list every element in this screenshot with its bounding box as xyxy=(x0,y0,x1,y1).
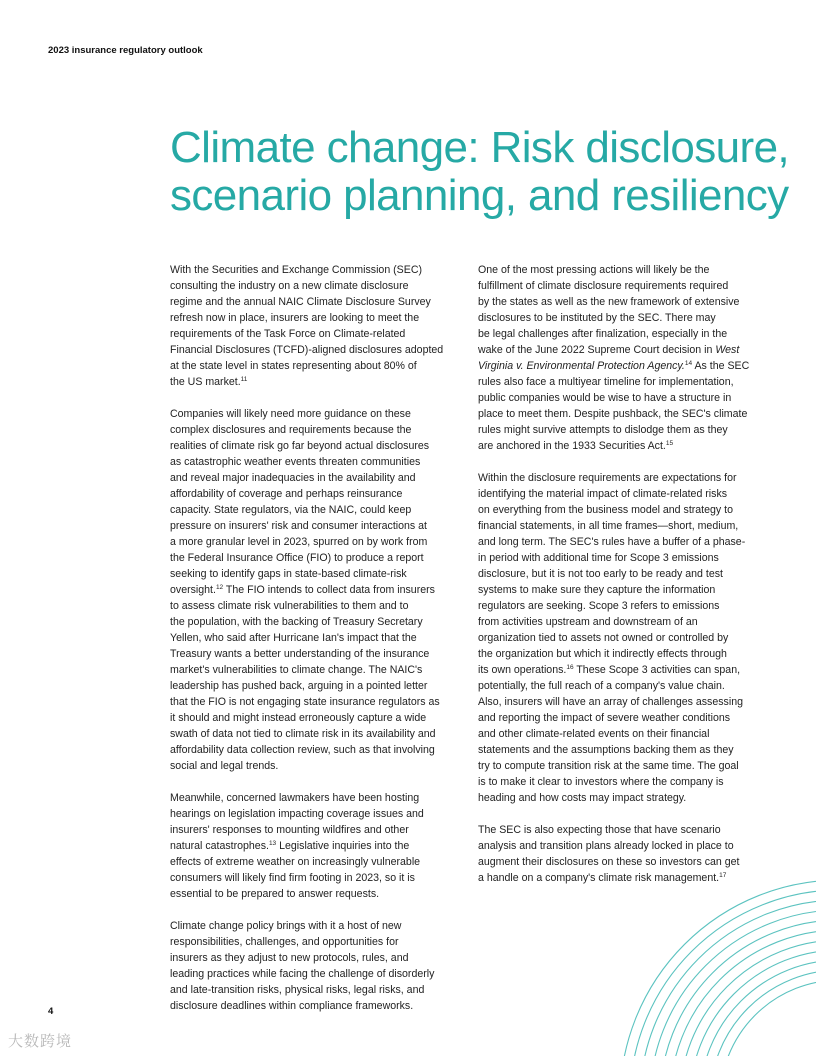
text-line: it should and might instead erroneously capture a wide xyxy=(170,712,427,724)
text-line: rules might survive attempts to dislodge them as they xyxy=(478,424,728,436)
text-line: consumers will likely find firm footing in 2023, so it is xyxy=(170,872,415,884)
case-name: West xyxy=(715,344,740,356)
text-line: heading and how costs may impact strategy. xyxy=(478,792,687,804)
text-line: and reveal major inadequacies in the availability and xyxy=(170,472,416,484)
text-segment: The FIO intends to collect data from insurers xyxy=(223,584,435,596)
text-segment: Legislative inquiries into the xyxy=(276,840,410,852)
text-line: Within the disclosure requirements are expectations for xyxy=(478,472,737,484)
text-line: affordability of coverage and perhaps reinsurance xyxy=(170,488,403,500)
left-column xyxy=(170,262,464,1014)
text-line: Treasury wants a better understanding of the insurance xyxy=(170,648,430,660)
text-line: Meanwhile, concerned lawmakers have been hosting xyxy=(170,792,420,804)
text-line: in period with additional time for Scope 3 emissions xyxy=(478,552,719,564)
paragraph xyxy=(170,918,464,1014)
text-line: identifying the material impact of climate-related risks xyxy=(478,488,728,500)
text-segment: are anchored in the 1933 Securities Act. xyxy=(478,440,666,452)
text-line: on everything from the business model and strategy to xyxy=(478,504,733,516)
text-line: consulting the industry on a new climate disclosure xyxy=(170,280,409,292)
text-line: Climate change policy brings with it a host of new xyxy=(170,920,402,932)
text-line: disclosure, but it is not too early to be ready and test xyxy=(478,568,723,580)
text-line: from activities upstream and downstream of an xyxy=(478,616,698,628)
case-name: Virginia v. Environmental Protection Agency. xyxy=(478,360,685,372)
title-line-1: Climate change: Risk disclosure, xyxy=(170,123,790,172)
text-line xyxy=(478,358,770,374)
page-title xyxy=(170,124,790,220)
text-line: capacity. State regulators, via the NAIC, could keep xyxy=(170,504,412,516)
text-line: pressure on insurers' risk and consumer interactions at xyxy=(170,520,427,532)
text-line: hearings on legislation impacting coverage issues and xyxy=(170,808,424,820)
text-line xyxy=(478,438,770,454)
text-segment: As the SEC xyxy=(692,360,750,372)
text-line: to assess climate risk vulnerabilities to them and to xyxy=(170,600,409,612)
text-line: potentially, the full reach of a company's value chain. xyxy=(478,680,725,692)
text-line: financial statements, in all time frames—short, medium, xyxy=(478,520,739,532)
page-number: 4 xyxy=(48,1006,54,1017)
text-line: analysis and transition plans already locked in place to xyxy=(478,840,734,852)
text-line: by the states as well as the new framework of extensive xyxy=(478,296,740,308)
text-line: Companies will likely need more guidance on these xyxy=(170,408,411,420)
text-line: and late-transition risks, physical risks, legal risks, and xyxy=(170,984,425,996)
text-line xyxy=(478,870,770,886)
text-line: Financial Disclosures (TCFD)-aligned disclosures adopted xyxy=(170,344,444,356)
text-line: disclosure deadlines within compliance frameworks. xyxy=(170,1000,414,1012)
text-line: essential to be prepared to answer requests. xyxy=(170,888,380,900)
text-line: seeking to identify gaps in state-based climate-risk xyxy=(170,568,407,580)
text-line: as catastrophic weather events threaten communities xyxy=(170,456,421,468)
arc-ring xyxy=(720,980,816,1056)
arc-ring xyxy=(640,900,816,1056)
text-line: augment their disclosures on these so investors can get xyxy=(478,856,740,868)
paragraph xyxy=(170,790,464,902)
arc-ring xyxy=(690,950,816,1056)
footnote-ref: 13 xyxy=(268,840,277,847)
arc-ring xyxy=(710,970,816,1056)
text-line: One of the most pressing actions will likely be the xyxy=(478,264,710,276)
text-line: the organization but which it indirectly effects through xyxy=(478,648,727,660)
footnote-ref: 12 xyxy=(215,584,224,591)
text-line: statements and the assumptions backing them as they xyxy=(478,744,734,756)
text-line xyxy=(170,838,464,854)
text-line: With the Securities and Exchange Commission (SEC) xyxy=(170,264,422,276)
text-line: at the state level in states representing about 80% of xyxy=(170,360,417,372)
text-segment: a handle on a company's climate risk management. xyxy=(478,872,720,884)
text-line xyxy=(170,582,464,598)
running-head: 2023 insurance regulatory outlook xyxy=(48,45,203,56)
text-line: and other climate-related events on their financial xyxy=(478,728,710,740)
arc-ring xyxy=(650,910,816,1056)
arc-ring xyxy=(670,930,816,1056)
text-line: regime and the annual NAIC Climate Disclosure Survey xyxy=(170,296,431,308)
text-line: complex disclosures and requirements because the xyxy=(170,424,412,436)
text-line: and long term. The SEC's rules have a buffer of a phase- xyxy=(478,536,746,548)
title-line-2: scenario planning, and resiliency xyxy=(170,171,789,220)
right-column xyxy=(478,262,770,886)
arc-ring xyxy=(700,960,816,1056)
text-line: and reporting the impact of severe weather conditions xyxy=(478,712,731,724)
text-line: that the FIO is not engaging state insurance regulators as xyxy=(170,696,440,708)
paragraph xyxy=(478,262,770,454)
watermark: 大数跨境 xyxy=(8,1033,73,1050)
text-line: regulators are seeking. Scope 3 refers to emissions xyxy=(478,600,720,612)
text-line xyxy=(478,342,770,358)
text-line: requirements of the Task Force on Climate-related xyxy=(170,328,406,340)
text-line xyxy=(170,374,464,390)
text-line: leading practices while facing the challenge of disorderly xyxy=(170,968,435,980)
text-line: is to make it clear to investors where the company is xyxy=(478,776,724,788)
text-line: be legal challenges after finalization, especially in the xyxy=(478,328,728,340)
text-line: refresh now in place, insurers are looking to meet the xyxy=(170,312,420,324)
paragraph xyxy=(170,406,464,774)
text-line: Also, insurers will have an array of challenges assessing xyxy=(478,696,743,708)
text-line: fulfillment of climate disclosure requirements required xyxy=(478,280,729,292)
text-line: swath of data not tied to climate risk in its availability and xyxy=(170,728,436,740)
text-line: try to compute transition risk at the same time. The goal xyxy=(478,760,739,772)
arc-ring xyxy=(680,940,816,1056)
text-line: the population, with the backing of Treasury Secretary xyxy=(170,616,423,628)
text-line: affordability data collection review, such as that involving xyxy=(170,744,435,756)
text-line: disclosures to be instituted by the SEC. There may xyxy=(478,312,716,324)
text-line: rules also face a multiyear timeline for implementation, xyxy=(478,376,734,388)
text-segment: oversight. xyxy=(170,584,216,596)
footnote-ref: 11 xyxy=(240,376,248,383)
footnote-ref: 15 xyxy=(665,440,674,447)
text-line: realities of climate risk go far beyond actual disclosures xyxy=(170,440,430,452)
text-segment: wake of the June 2022 Supreme Court decision in xyxy=(478,344,716,356)
paragraph xyxy=(170,262,464,390)
text-line: insurers' responses to mounting wildfires and other xyxy=(170,824,409,836)
text-segment: the US market. xyxy=(170,376,241,388)
paragraph xyxy=(478,822,770,886)
text-line: Yellen, who said after Hurricane Ian's impact that the xyxy=(170,632,417,644)
text-segment: natural catastrophes. xyxy=(170,840,269,852)
text-line: public companies would be wise to have a structure in xyxy=(478,392,732,404)
text-line: leadership has pushed back, arguing in a pointed letter xyxy=(170,680,428,692)
text-line: place to meet them. Despite pushback, the SEC's climate xyxy=(478,408,748,420)
text-line: responsibilities, challenges, and opportunities for xyxy=(170,936,399,948)
text-line xyxy=(478,662,770,678)
text-line: social and legal trends. xyxy=(170,760,279,772)
text-line: the Federal Insurance Office (FIO) to produce a report xyxy=(170,552,424,564)
footnote-ref: 16 xyxy=(566,664,574,671)
text-line: systems to make sure they capture the information xyxy=(478,584,716,596)
arc-ring xyxy=(630,890,816,1056)
text-line: a more granular level in 2023, spurred on by work from xyxy=(170,536,428,548)
footnote-ref: 17 xyxy=(719,872,727,879)
text-segment: its own operations. xyxy=(478,664,567,676)
text-segment: These Scope 3 activities can span, xyxy=(573,664,741,676)
paragraph xyxy=(478,470,770,806)
arc-ring xyxy=(660,920,816,1056)
text-line: effects of extreme weather on increasingly vulnerable xyxy=(170,856,421,868)
arc-ring xyxy=(620,880,816,1056)
text-line: market's vulnerabilities to climate change. The NAIC's xyxy=(170,664,423,676)
footnote-ref: 14 xyxy=(684,360,693,367)
text-line: insurers as they adjust to new protocols, rules, and xyxy=(170,952,409,964)
text-line: organization tied to assets not owned or controlled by xyxy=(478,632,729,644)
text-line: The SEC is also expecting those that have scenario xyxy=(478,824,721,836)
